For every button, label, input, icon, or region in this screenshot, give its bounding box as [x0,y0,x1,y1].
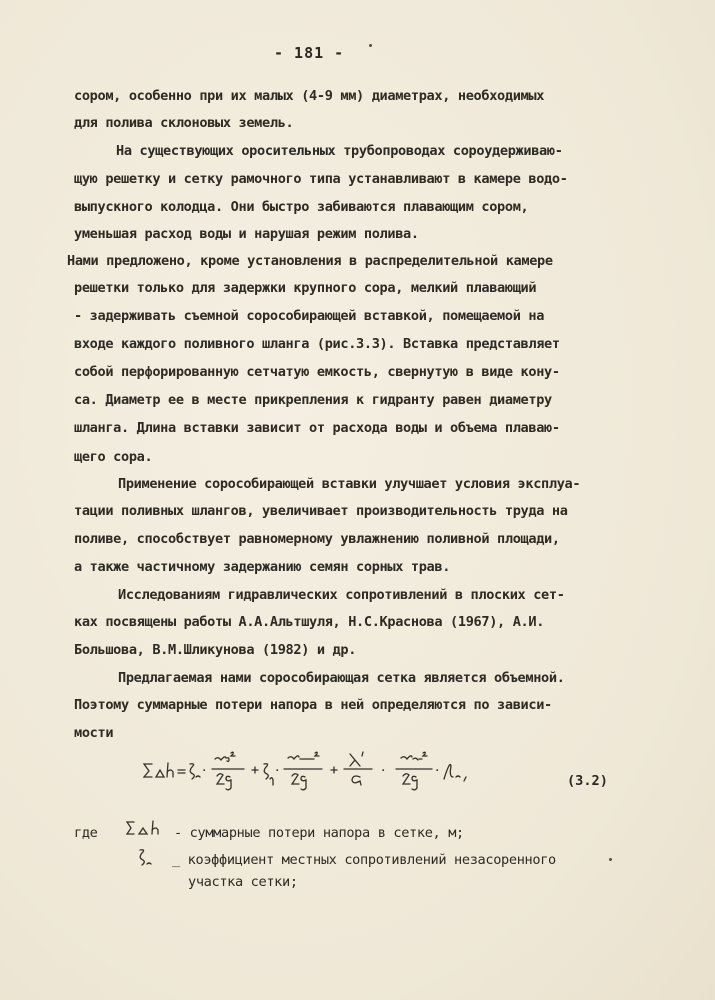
stray-mark [609,858,612,861]
page-number: - 181 - [274,44,345,62]
text-line: сором, особенно при их малых (4-9 мм) диаметрах, необходимых [74,88,545,104]
text-line: уменьшая расход воды и нарушая режим полива. [74,226,419,242]
text-line: выпускного колодца. Они быстро забиваются плавающим сором, [74,199,529,215]
text-line: входе каждого поливного шланга (рис.3.3). Вставка представляет [74,336,560,352]
symbol-drawing [124,818,174,840]
text-line: мости [74,725,114,741]
text-line: Предлагаемая нами сорособирающая сетка является объемной. [118,670,565,686]
text-line: Исследованиям гидравлических сопротивлений в плоских сет- [118,587,565,603]
svg-text:·: · [381,763,386,779]
definition-line: _ коэффициент местных сопротивлений незасоренного [172,852,556,868]
text-line: щего сора. [74,449,153,465]
text-line: а также частичному задержанию семян сорных трав. [74,559,451,575]
stray-mark [369,44,372,47]
definition-line: - суммарные потери напора в сетке, м; [174,825,464,841]
svg-text:·: · [202,763,207,779]
text-line: - задерживать съемной сорособирающей вставкой, помещаемой на [74,308,545,324]
text-line: поливе, способствует равномерному увлажнению поливной площади, [74,531,560,547]
text-line: Поэтому суммарные потери напора в ней определяются по зависи- [74,697,552,713]
svg-text:·: · [275,763,280,779]
text-line: решетки только для задержки крупного сора, мелкий плавающий [74,280,537,296]
sum-delta-h-symbol [124,818,174,844]
text-line: са. Диаметр ее в месте прикрепления к гидранту равен диаметру [74,392,552,408]
text-line: собой перфорированную сетчатую емкость, свернутую в виде кону- [74,364,560,380]
text-line: тации поливных шлангов, увеличивает производительность труда на [74,503,568,519]
svg-text:·: · [435,763,440,779]
where-label: где [74,825,98,841]
equation-number: (3.2) [567,773,608,789]
text-line: щую решетку и сетку рамочного типа устанавливают в камере водо- [74,171,568,187]
definition-line: участка сетки; [188,874,298,890]
symbol-drawing [136,846,158,872]
formula-drawing [138,744,578,804]
text-line: Нами предложено, кроме установления в распределительной камере [67,253,553,269]
text-line: Большова, В.М.Шликунова (1982) и др. [74,642,357,658]
text-line: Применение сорособирающей вставки улучшает условия эксплуа- [118,476,581,492]
text-line: На существующих оросительных трубопроводах сороудерживаю- [116,143,563,159]
text-line: для полива склоновых земель. [74,115,294,131]
handwritten-formula [138,744,578,804]
zeta-c-symbol [136,846,158,876]
text-line: ках посвящены работы А.А.Альтшуля, Н.С.Краснова (1967), А.И. [74,614,545,630]
text-line: шланга. Длина вставки зависит от расхода воды и объема плаваю- [74,420,560,436]
